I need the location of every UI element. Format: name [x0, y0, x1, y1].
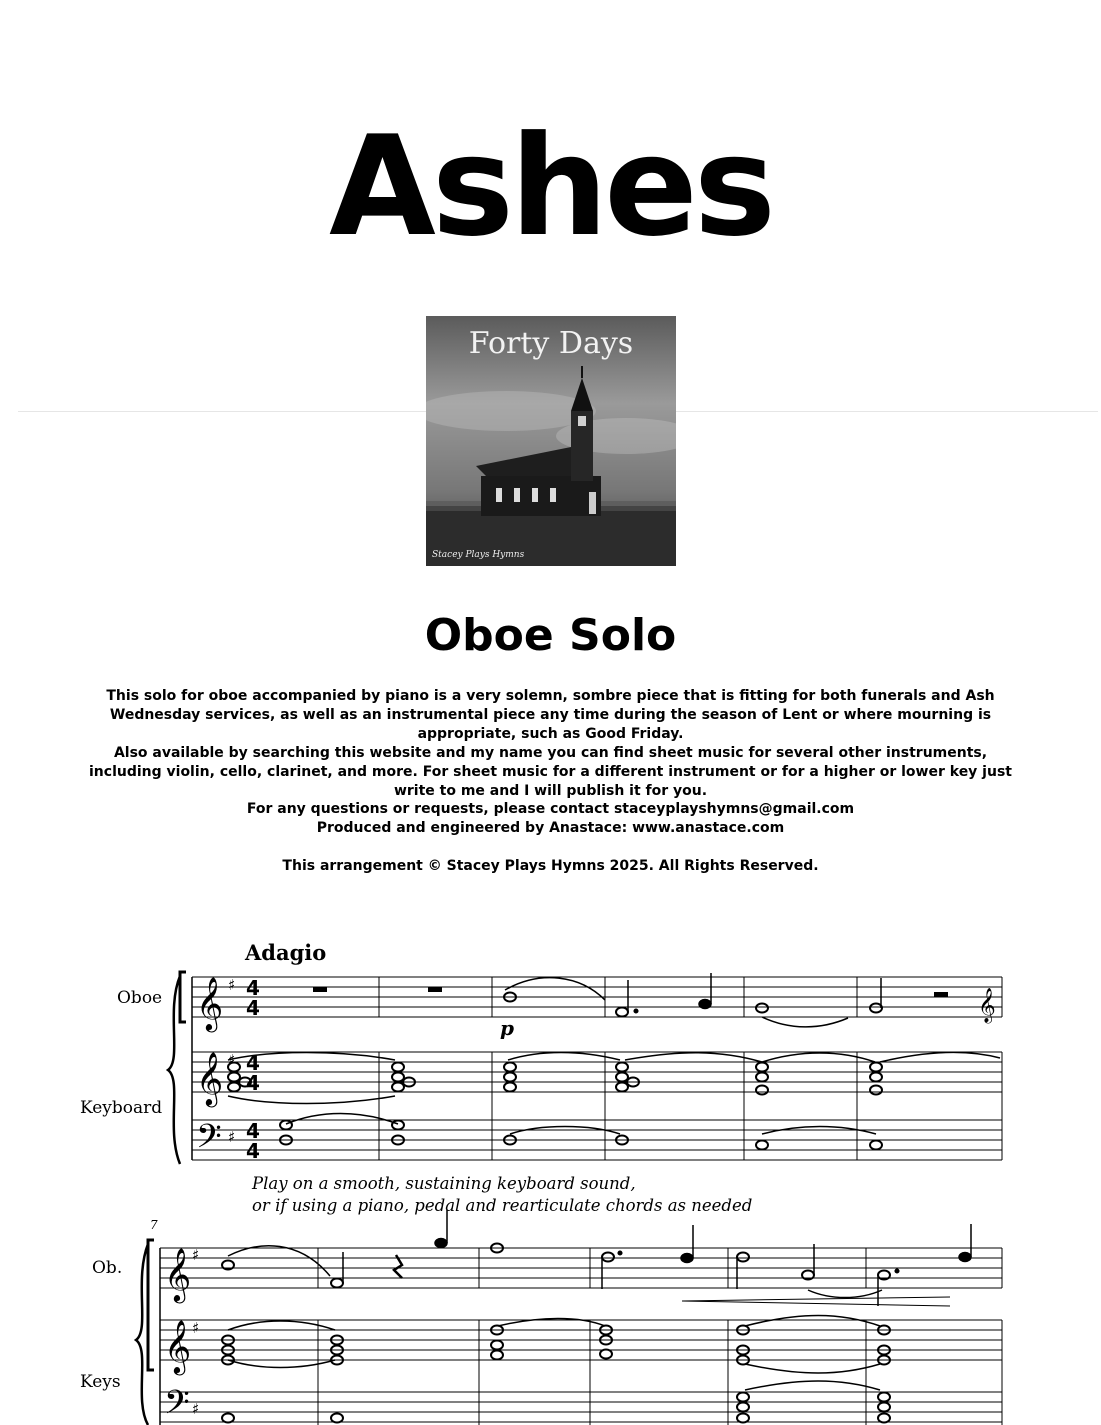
staff-keys-bass-2 — [160, 1392, 1002, 1422]
subtitle: Oboe Solo — [424, 610, 677, 661]
svg-text:4: 4 — [246, 1071, 260, 1095]
produced-line: Produced and engineered by Anastace: www.anastace.com — [316, 820, 785, 836]
svg-text:4: 4 — [246, 996, 260, 1020]
svg-text:𝄢: 𝄢 — [164, 1384, 190, 1425]
description-paragraph: This solo for oboe accompanied by piano is a very solemn, sombre piece that is fitting for both funerals and Ash Wednesday services, as well as an instrumental piece any time during the season of Lent or where mourning is appropriate, such as Good Friday. — [106, 688, 995, 742]
svg-text:𝄞: 𝄞 — [196, 1051, 224, 1105]
svg-text:♯: ♯ — [192, 1319, 200, 1337]
tempo-marking: Adagio — [245, 940, 327, 965]
copyright-line: This arrangement © Stacey Plays Hymns 2025. All Rights Reserved. — [282, 858, 819, 874]
svg-text:♯: ♯ — [228, 1128, 236, 1146]
svg-text:𝄞: 𝄞 — [196, 976, 224, 1030]
instrument-label-oboe: Oboe — [117, 988, 163, 1008]
performance-note-line2: or if using a piano, pedal and rearticulate chords as needed — [252, 1196, 753, 1215]
staff-keyboard-bass-1 — [192, 1120, 1002, 1160]
svg-text:4: 4 — [246, 976, 260, 1000]
svg-text:4: 4 — [246, 1139, 260, 1163]
svg-text:𝄞: 𝄞 — [164, 1319, 192, 1373]
svg-text:𝄞: 𝄞 — [978, 988, 996, 1023]
dynamic-marking: p — [500, 1016, 514, 1040]
cover-title: Forty Days — [468, 326, 634, 361]
contact-line: For any questions or requests, please contact staceyplayshymns@gmail.com — [246, 801, 855, 817]
svg-text:4: 4 — [246, 1119, 260, 1143]
staff-oboe-2 — [160, 1248, 1002, 1288]
instrument-label-keys: Keys — [80, 1372, 121, 1392]
performance-note-line1: Play on a smooth, sustaining keyboard sound, — [252, 1174, 636, 1193]
instrument-label-keyboard: Keyboard — [80, 1098, 163, 1118]
availability-paragraph: Also available by searching this website and my name you can find sheet music for several other instruments, including violin, cello, clarinet, and more. For sheet music for a different instrument or for a higher or lower key just write to me and I will publish it for you. — [89, 745, 1012, 799]
measure-number: 7 — [150, 1218, 158, 1232]
svg-text:♯: ♯ — [228, 976, 236, 994]
svg-text:𝄢: 𝄢 — [196, 1118, 222, 1164]
svg-text:♯: ♯ — [192, 1400, 200, 1418]
staff-keys-treble-2 — [160, 1320, 1002, 1360]
svg-text:𝄞: 𝄞 — [164, 1247, 192, 1301]
cover-footer: Stacey Plays Hymns — [432, 550, 525, 560]
svg-text:4: 4 — [246, 1051, 260, 1075]
piece-title: Ashes — [329, 106, 772, 267]
svg-text:♯: ♯ — [192, 1246, 200, 1264]
instrument-label-ob: Ob. — [92, 1258, 123, 1278]
svg-text:♯: ♯ — [228, 1051, 236, 1069]
